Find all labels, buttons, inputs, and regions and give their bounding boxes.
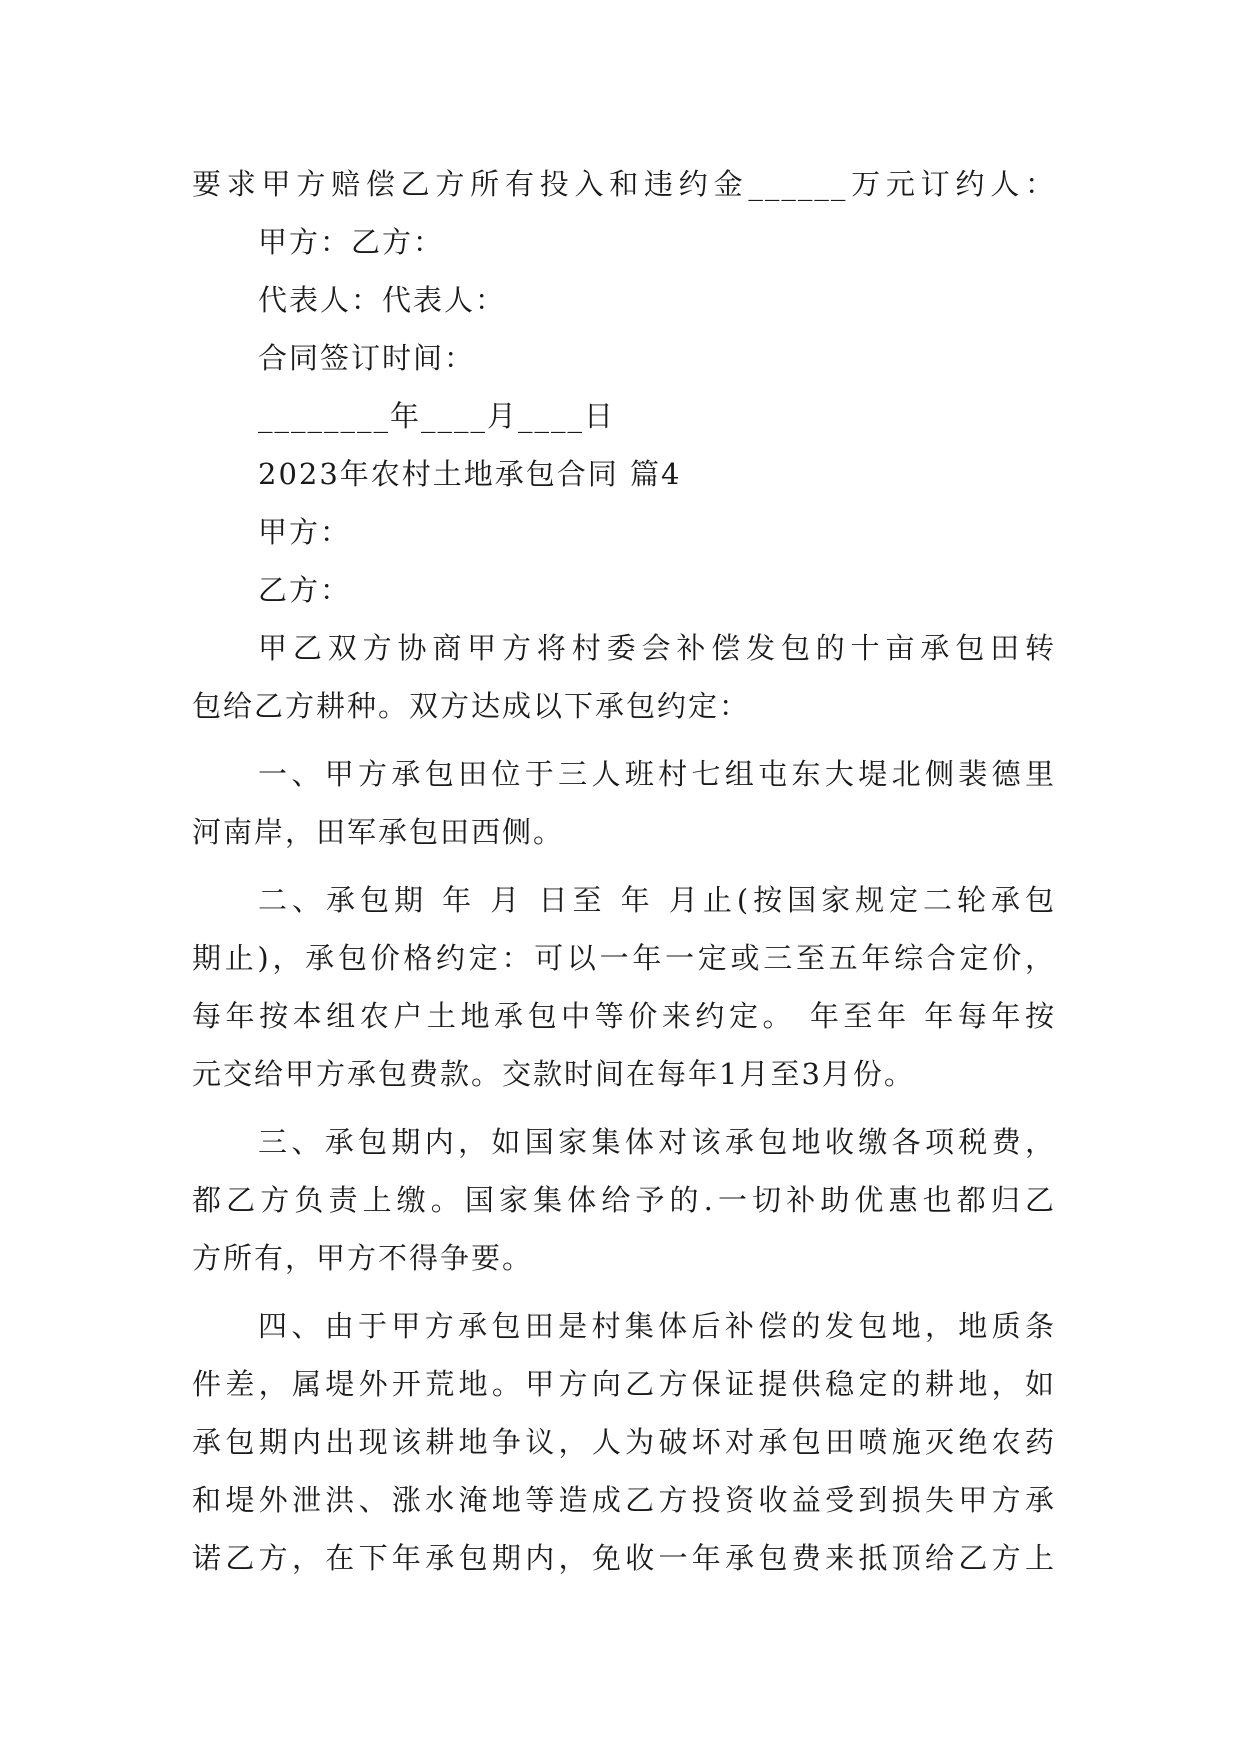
text-line: 要求甲方赔偿乙方所有投入和违约金______万元订约人：: [192, 167, 1056, 201]
text-line: 方所有，甲方不得争要。: [192, 1241, 534, 1275]
text-line: 一、甲方承包田位于三人班村七组屯东大堤北侧裴德里: [258, 757, 1056, 791]
text-line: 元交给甲方承包费款。交款时间在每年1月至3月份。: [192, 1057, 915, 1091]
text-line: 三、承包期内，如国家集体对该承包地收缴各项税费，: [258, 1125, 1056, 1159]
text-line: 甲乙双方协商甲方将村委会补偿发包的十亩承包田转: [258, 631, 1056, 665]
text-line: 承包期内出现该耕地争议，人为破坏对承包田喷施灭绝农药: [192, 1425, 1056, 1459]
text-line: 二、承包期 年 月 日至 年 月止(按国家规定二轮承包: [258, 883, 1056, 917]
text-line: 件差，属堤外开荒地。甲方向乙方保证提供稳定的耕地，如: [192, 1367, 1056, 1401]
text-line: 合同签订时间：: [258, 341, 476, 375]
text-line: 都乙方负责上缴。国家集体给予的.一切补助优惠也都归乙: [192, 1183, 1056, 1217]
text-line: 乙方：: [258, 573, 352, 607]
text-line: ________年____月____日: [258, 399, 616, 433]
text-line: 每年按本组农户土地承包中等价来约定。 年至年 年每年按: [192, 999, 1056, 1033]
text-line: 包给乙方耕种。双方达成以下承包约定：: [192, 689, 751, 723]
text-line: 诺乙方，在下年承包期内，免收一年承包费来抵顶给乙方上: [192, 1541, 1056, 1575]
text-line: 代表人：代表人：: [258, 283, 507, 317]
text-line: 四、由于甲方承包田是村集体后补偿的发包地，地质条: [258, 1309, 1056, 1343]
text-line: 河南岸，田军承包田西侧。: [192, 815, 565, 849]
document-body: [192, 155, 1056, 1587]
text-line: 甲方：: [258, 515, 352, 549]
text-line: 和堤外泄洪、涨水淹地等造成乙方投资收益受到损失甲方承: [192, 1483, 1056, 1517]
text-line: 期止)，承包价格约定：可以一年一定或三至五年综合定价，: [192, 941, 1056, 975]
text-line: 甲方：乙方：: [258, 225, 445, 259]
section-heading: 2023年农村土地承包合同 篇4: [258, 457, 682, 491]
